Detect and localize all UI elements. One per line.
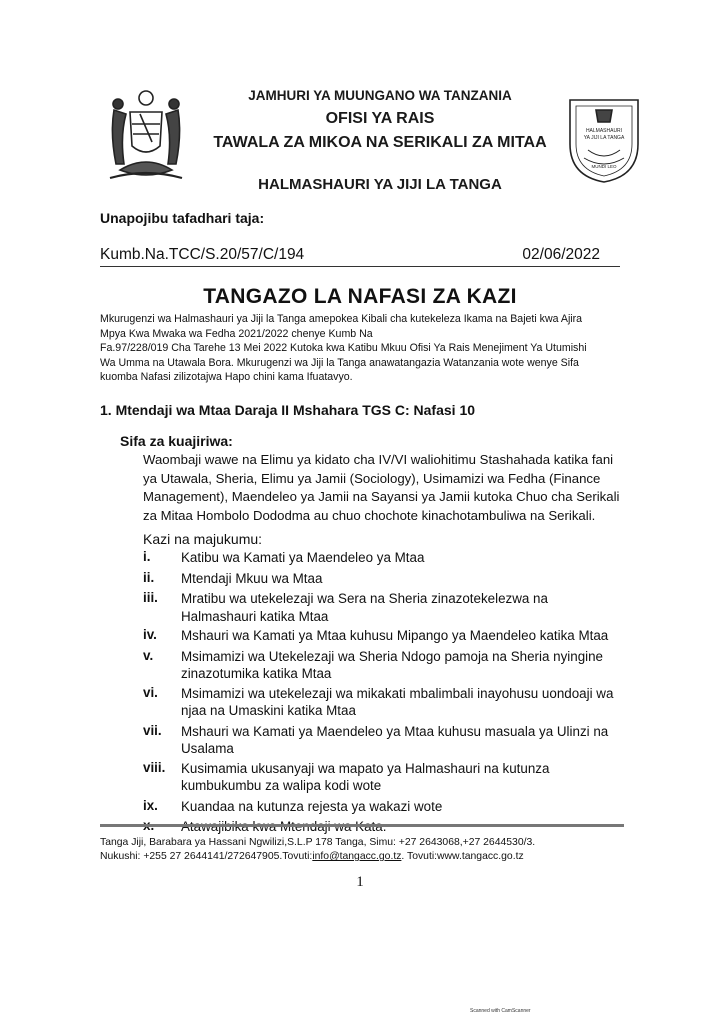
svg-text:HALMASHAURI: HALMASHAURI [585, 128, 623, 134]
duty-number: vi. [143, 684, 158, 700]
duty-line: Kuandaa na kutunza rejesta ya wakazi wote [181, 798, 443, 814]
duty-item [143, 590, 623, 625]
duty-line: Usalama [181, 741, 234, 756]
qualification-line: za Mitaa Hombolo Dododma au chuo chochote kinachotambuliwa na Serikali. [143, 507, 596, 523]
intro-line: Mkurugenzi wa Halmashauri ya Jiji la Tanga amepokea Kibali cha kutekeleza Ikama na Bajeti kwa Ajira [100, 313, 583, 325]
section-heading: 1. Mtendaji wa Mtaa Daraja II Mshahara TGS C: Nafasi 10 [100, 402, 476, 418]
duty-item [143, 723, 623, 758]
duty-line: Mtendaji Mkuu wa Mtaa [181, 570, 323, 586]
intro-line: Fa.97/228/019 Cha Tarehe 13 Mei 2022 Kutoka kwa Katibu Mkuu Ofisi Ya Rais Menejiment Ya Utumishi [100, 342, 587, 354]
duty-text [181, 549, 623, 567]
duty-line: njaa na Umaskini katika Mtaa [181, 703, 356, 718]
reply-reference-label: Unapojibu tafadhari taja: [100, 210, 265, 226]
duty-line: Msimamizi wa Utekelezaji wa Sheria Ndogo pamoja na Sheria nyingine [181, 648, 604, 664]
reference-number: Kumb.Na.TCC/S.20/57/C/194 [100, 246, 305, 263]
qualifications-heading: Sifa za kuajiriwa: [120, 433, 233, 449]
footer-contacts [100, 850, 620, 864]
duty-number: viii. [143, 759, 166, 775]
duty-text [181, 570, 623, 588]
reference-date: 02/06/2022 [522, 246, 600, 263]
qualification-line: ya Utawala, Sheria, Elimu ya Jamii (Sociology), Usimamizi wa Fedha (Finance [143, 470, 601, 486]
intro-line: Wa Umma na Utawala Bora. Mkurugenzi wa Jiji la Tanga anawatangazia Watanzania wote wenye Sifa [100, 356, 579, 369]
duty-item [143, 798, 623, 816]
duty-number: ii. [143, 569, 155, 585]
duty-text [181, 590, 623, 625]
duty-number: i. [143, 549, 151, 564]
footer-divider [100, 824, 624, 827]
duty-item [143, 549, 623, 567]
duty-text [181, 760, 623, 795]
header-ministry: TAWALA ZA MIKOA NA SERIKALI ZA MITAA [213, 134, 547, 151]
qualification-line: Waombaji wawe na Elimu ya kidato cha IV/VI waliohitimu Stashahada katika fani [143, 452, 614, 467]
coat-of-arms-icon [100, 84, 192, 184]
duty-line: Kusimamia ukusanyaji wa mapato ya Halmashauri na kutunza [181, 760, 550, 776]
duty-item [143, 648, 623, 683]
intro-line: kuomba Nafasi zilizotajwa Hapo chini kama Ifuatavyo. [100, 371, 353, 383]
footer-address: Tanga Jiji, Barabara ya Hassani Ngwilizi,S.L.P 178 Tanga, Simu: +27 2643068,+27 2644530/3. [100, 837, 536, 848]
duty-item [143, 685, 623, 720]
footer-email-link[interactable]: info@tangacc.go.tz [312, 851, 402, 862]
duty-line: kumbukumbu za walipa kodi wote [181, 778, 382, 793]
header-office: OFISI YA RAIS [325, 110, 435, 127]
duty-line: Halmashauri katika Mtaa [181, 608, 329, 624]
duty-line: Mshauri wa Kamati ya Maendeleo ya Mtaa kuhusu masuala ya Ulinzi na [181, 723, 609, 739]
duty-line: Msimamizi wa utekelezaji wa mikakati mbalimbali inayohusu uondoaji wa [181, 685, 614, 701]
svg-text:MUNDI LEO: MUNDI LEO [591, 164, 617, 169]
duty-number: ix. [143, 797, 158, 813]
svg-text:YA JIJI LA TANGA: YA JIJI LA TANGA [583, 135, 625, 141]
scanner-note: Scanned with CamScanner [470, 1008, 531, 1014]
duty-line: Katibu wa Kamati ya Maendeleo ya Mtaa [181, 550, 425, 565]
duties-list [143, 549, 623, 839]
duty-item [143, 570, 623, 588]
duty-text [181, 798, 623, 816]
qualifications-text [143, 451, 623, 525]
duty-text [181, 648, 623, 683]
duty-number: iv. [143, 627, 157, 642]
footer-fax: Nukushi: +255 27 2644141/272647905.Tovuti: [100, 851, 313, 862]
duty-text [181, 685, 623, 720]
page-number: 1 [356, 874, 364, 890]
duty-item [143, 760, 623, 795]
intro-line: Mpya Kwa Mwaka wa Fedha 2021/2022 chenye Kumb Na [100, 327, 373, 340]
qualification-line: Management), Maendeleo ya Jamii na Sayansi ya Jamii kutoka Chuo cha Serikali [143, 489, 620, 504]
duty-text [181, 723, 623, 758]
duty-number: iii. [143, 590, 158, 605]
reference-divider [100, 266, 620, 267]
duty-item [143, 627, 623, 645]
duty-text [181, 627, 623, 645]
footer-contact [100, 836, 620, 864]
duty-number: v. [143, 647, 154, 663]
header-republic: JAMHURI YA MUUNGANO WA TANZANIA [248, 88, 512, 103]
duty-line: zinazotumika katika Mtaa [181, 666, 332, 681]
duty-line: Mshauri wa Kamati ya Mtaa kuhusu Mipango ya Maendeleo katika Mtaa [181, 628, 609, 643]
announcement-title: TANGAZO LA NAFASI ZA KAZI [203, 285, 517, 308]
header-council: HALMASHAURI YA JIJI LA TANGA [258, 176, 502, 193]
municipal-seal-icon [566, 92, 642, 184]
duty-line: Mratibu wa utekelezaji wa Sera na Sheria zinazotekelezwa na [181, 591, 548, 606]
duties-heading: Kazi na majukumu: [143, 531, 263, 547]
duty-number: vii. [143, 722, 162, 738]
intro-paragraph [100, 312, 620, 385]
footer-website: . Tovuti:www.tangacc.go.tz [401, 851, 524, 862]
